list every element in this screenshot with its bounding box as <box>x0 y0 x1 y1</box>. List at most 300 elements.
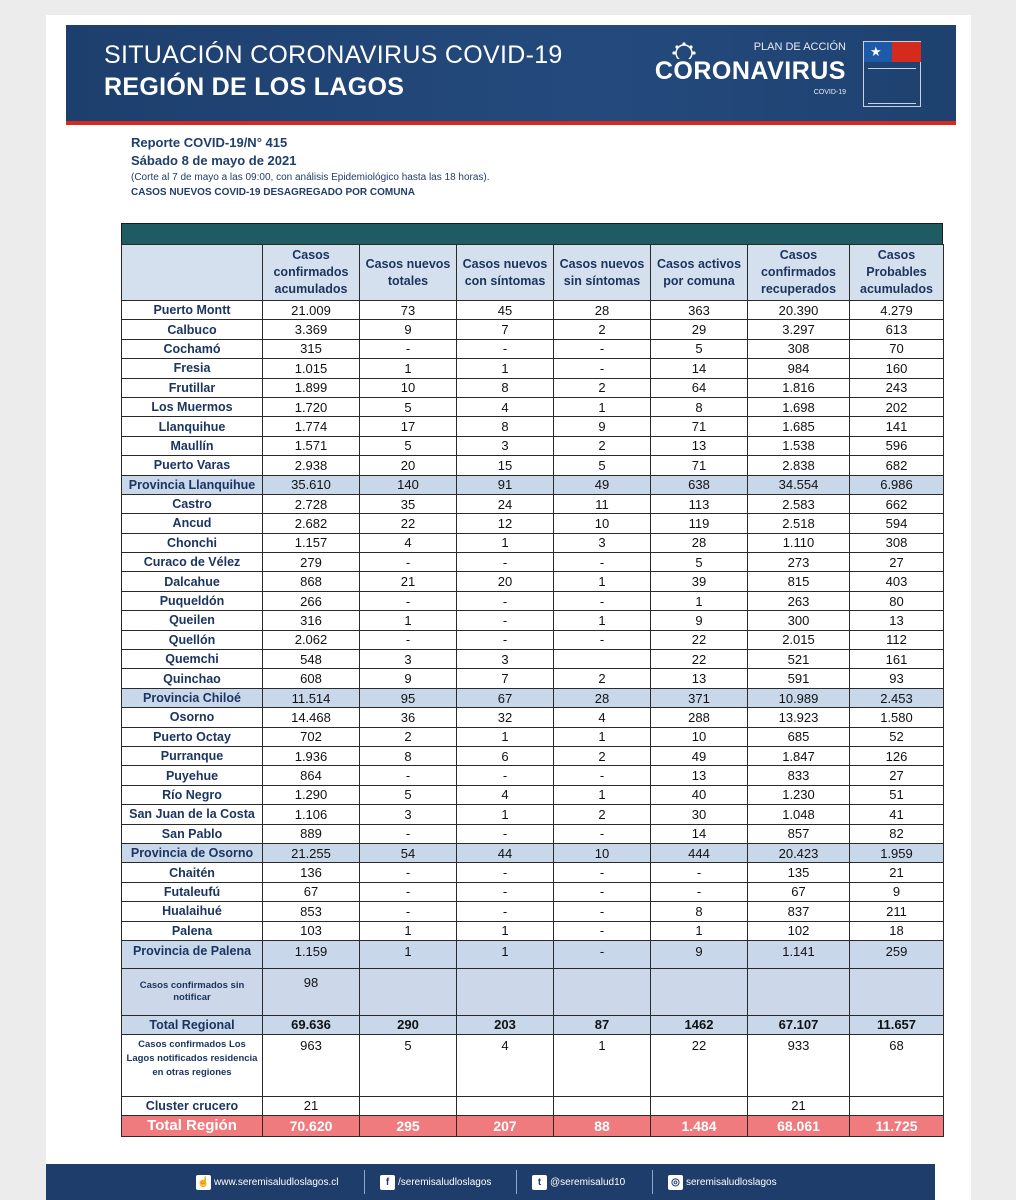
table-cell: 95 <box>360 688 457 707</box>
table-cell: 3 <box>360 650 457 669</box>
table-cell: 638 <box>651 475 748 494</box>
table-cell: 39 <box>651 572 748 591</box>
table-cell: 1 <box>360 921 457 940</box>
facebook-icon: f <box>380 1175 395 1190</box>
pointer-icon: ☝ <box>197 1177 210 1188</box>
row-label: Frutillar <box>122 378 263 397</box>
table-cell: 9 <box>360 669 457 688</box>
table-cell: 1.959 <box>850 843 944 862</box>
table-row <box>122 902 944 921</box>
table-row <box>122 669 944 688</box>
table-cell: 49 <box>554 475 651 494</box>
table-cell: 266 <box>263 591 360 610</box>
table-cell: 28 <box>651 533 748 552</box>
row-label: Cluster crucero <box>122 1096 263 1115</box>
table-cell: 13 <box>651 436 748 455</box>
table-cell <box>651 1096 748 1115</box>
total-regional-row <box>122 1015 944 1034</box>
table-cell: 18 <box>850 921 944 940</box>
table-cell: 20 <box>360 456 457 475</box>
table-cell: - <box>554 882 651 901</box>
table-cell: 596 <box>850 436 944 455</box>
table-cell: 1.720 <box>263 397 360 416</box>
table-cell: 815 <box>748 572 850 591</box>
table-header: Casos confirmados acumulados <box>263 245 360 301</box>
table-cell: 933 <box>748 1034 850 1096</box>
row-label: Curaco de Vélez <box>122 553 263 572</box>
table-cell <box>360 1096 457 1115</box>
table-cell: 22 <box>360 514 457 533</box>
table-cell: 28 <box>554 301 651 320</box>
star-icon: ★ <box>870 44 882 59</box>
table-cell: 1.048 <box>748 805 850 824</box>
table-row <box>122 708 944 727</box>
table-cell: 22 <box>651 650 748 669</box>
table-row <box>122 611 944 630</box>
table-cell: 20.390 <box>748 301 850 320</box>
table-cell: 70 <box>850 339 944 358</box>
table-cell: 9 <box>360 320 457 339</box>
table-cell: 6.986 <box>850 475 944 494</box>
table-cell <box>850 968 944 1015</box>
table-cell: 88 <box>554 1115 651 1136</box>
table-cell: 34.554 <box>748 475 850 494</box>
table-cell: 102 <box>748 921 850 940</box>
row-label: Casos confirmados Los Lagos notificados residencia en otras regiones <box>122 1034 263 1096</box>
row-label: Palena <box>122 921 263 940</box>
table-cell: 21 <box>263 1096 360 1115</box>
table-cell: 889 <box>263 824 360 843</box>
table-cell: 2 <box>360 727 457 746</box>
table-cell: 2.938 <box>263 456 360 475</box>
table-cell: 1 <box>554 785 651 804</box>
table-cell: 87 <box>554 1015 651 1034</box>
report-date: Sábado 8 de mayo de 2021 <box>131 153 297 168</box>
table-cell: 160 <box>850 359 944 378</box>
row-label: Casos confirmados sin notificar <box>122 968 263 1015</box>
table-cell: 119 <box>651 514 748 533</box>
table-cell: 27 <box>850 553 944 572</box>
table-row <box>122 650 944 669</box>
table-cell: 5 <box>554 456 651 475</box>
table-cell: - <box>457 591 554 610</box>
row-label: Queilen <box>122 611 263 630</box>
table-cell: - <box>457 611 554 630</box>
table-cell: - <box>360 766 457 785</box>
table-cell: 10 <box>651 727 748 746</box>
table-cell: 1.816 <box>748 378 850 397</box>
table-cell: 9 <box>850 882 944 901</box>
table-cell: 98 <box>263 968 360 1015</box>
table-cell: 1 <box>554 397 651 416</box>
table-cell: 21 <box>850 863 944 882</box>
table-cell: 682 <box>850 456 944 475</box>
twitter-icon: t <box>532 1175 547 1190</box>
table-cell <box>457 968 554 1015</box>
table-cell: 1 <box>457 940 554 968</box>
table-cell: 300 <box>748 611 850 630</box>
table-cell: 14 <box>651 824 748 843</box>
table-cell: 5 <box>360 1034 457 1096</box>
table-cell: 2 <box>554 320 651 339</box>
table-cell: 1 <box>554 572 651 591</box>
table-cell: 591 <box>748 669 850 688</box>
table-cell: - <box>457 863 554 882</box>
table-cell: - <box>457 553 554 572</box>
table-row <box>122 417 944 436</box>
table-cell <box>360 968 457 1015</box>
table-header: Casos activos por comuna <box>651 245 748 301</box>
table-cell: 20 <box>457 572 554 591</box>
row-label: Total Regional <box>122 1015 263 1034</box>
table-cell: 963 <box>263 1034 360 1096</box>
table-cell: - <box>554 553 651 572</box>
row-label: Puerto Montt <box>122 301 263 320</box>
table-row <box>122 746 944 765</box>
table-row <box>122 766 944 785</box>
table-cell <box>554 1096 651 1115</box>
table-cell: 5 <box>360 436 457 455</box>
row-label: Puyehue <box>122 766 263 785</box>
table-cell: 1 <box>457 805 554 824</box>
row-label: Cochamó <box>122 339 263 358</box>
plan-accion-logo <box>656 39 846 109</box>
table-cell: 2.015 <box>748 630 850 649</box>
table-cell: 13 <box>850 611 944 630</box>
table-row <box>122 863 944 882</box>
table-cell: 4 <box>457 1034 554 1096</box>
row-label: Provincia Llanquihue <box>122 475 263 494</box>
table-cell: 36 <box>360 708 457 727</box>
table-cell: - <box>554 824 651 843</box>
table-cell: 273 <box>748 553 850 572</box>
table-cell: 1.698 <box>748 397 850 416</box>
report-cutoff: (Corte al 7 de mayo a las 09:00, con análisis Epidemiológico hasta las 18 horas). <box>131 172 490 183</box>
province-row <box>122 843 944 862</box>
table-cell: 21.255 <box>263 843 360 862</box>
row-label: Chaitén <box>122 863 263 882</box>
table-row <box>122 882 944 901</box>
table-row <box>122 494 944 513</box>
table-cell: 140 <box>360 475 457 494</box>
table-cell: 67 <box>748 882 850 901</box>
table-cell <box>554 650 651 669</box>
plan-accion-label: PLAN DE ACCIÓN <box>753 41 846 53</box>
cluster-row <box>122 1096 944 1115</box>
table-cell: 32 <box>457 708 554 727</box>
table-cell: 5 <box>651 553 748 572</box>
table-cell: 6 <box>457 746 554 765</box>
table-header: Casos nuevos con síntomas <box>457 245 554 301</box>
table-cell: 1.230 <box>748 785 850 804</box>
row-label: Futaleufú <box>122 882 263 901</box>
report-page <box>46 15 971 1200</box>
province-row <box>122 475 944 494</box>
table-row <box>122 785 944 804</box>
table-cell: 308 <box>850 533 944 552</box>
table-cell: 67 <box>263 882 360 901</box>
table-cell: 613 <box>850 320 944 339</box>
table-cell: 263 <box>748 591 850 610</box>
footer-web[interactable]: ☝ www.seremisaludloslagos.cl <box>197 1177 339 1189</box>
table-cell: 2.728 <box>263 494 360 513</box>
table-cell: 10.989 <box>748 688 850 707</box>
table-row <box>122 572 944 591</box>
table-cell: 70.620 <box>263 1115 360 1136</box>
table-cell: 4 <box>554 708 651 727</box>
table-cell: 13.923 <box>748 708 850 727</box>
table-cell: 308 <box>748 339 850 358</box>
table-cell: 3.369 <box>263 320 360 339</box>
row-label: Total Región <box>122 1115 263 1136</box>
table-cell: 316 <box>263 611 360 630</box>
table-cell: 1.015 <box>263 359 360 378</box>
table-cell: 141 <box>850 417 944 436</box>
table-cell: 2.518 <box>748 514 850 533</box>
table-cell: - <box>360 591 457 610</box>
table-cell: 315 <box>263 339 360 358</box>
report-number: Reporte COVID-19/N° 415 <box>131 135 288 150</box>
table-cell: 21 <box>360 572 457 591</box>
table-row <box>122 378 944 397</box>
table-cell: 41 <box>850 805 944 824</box>
table-cell: 1 <box>457 921 554 940</box>
table-cell: 71 <box>651 417 748 436</box>
row-label: Provincia de Palena <box>122 940 263 968</box>
footer-facebook[interactable]: f /seremisaludloslagos <box>380 1175 491 1190</box>
footer-instagram[interactable]: ◎ seremisaludloslagos <box>668 1175 777 1190</box>
table-cell: 14.468 <box>263 708 360 727</box>
table-cell: 12 <box>457 514 554 533</box>
table-row <box>122 301 944 320</box>
table-cell: 3 <box>360 805 457 824</box>
table-cell: 211 <box>850 902 944 921</box>
table-cell: 1.110 <box>748 533 850 552</box>
row-label: Osorno <box>122 708 263 727</box>
table-cell: 17 <box>360 417 457 436</box>
total-region-row <box>122 1115 944 1136</box>
table-header: Casos nuevos sin síntomas <box>554 245 651 301</box>
table-cell: 3 <box>554 533 651 552</box>
table-row <box>122 320 944 339</box>
table-cell: 2.453 <box>850 688 944 707</box>
table-cell: - <box>360 630 457 649</box>
table-cell: - <box>651 863 748 882</box>
table-cell: 13 <box>651 766 748 785</box>
table-cell: 1.484 <box>651 1115 748 1136</box>
row-label: Quinchao <box>122 669 263 688</box>
table-cell: 371 <box>651 688 748 707</box>
table-cell: - <box>554 339 651 358</box>
table-cell: - <box>554 921 651 940</box>
table-cell: 7 <box>457 320 554 339</box>
table-cell <box>457 1096 554 1115</box>
table-cell: 67.107 <box>748 1015 850 1034</box>
sin-notificar-row <box>122 968 944 1015</box>
table-row <box>122 824 944 843</box>
table-cell: 126 <box>850 746 944 765</box>
table-cell: 24 <box>457 494 554 513</box>
row-label: Provincia de Osorno <box>122 843 263 862</box>
footer-twitter[interactable]: t @seremisalud10 <box>532 1175 625 1190</box>
table-cell: 837 <box>748 902 850 921</box>
table-row <box>122 514 944 533</box>
table-cell: 9 <box>554 417 651 436</box>
table-cell: 1.899 <box>263 378 360 397</box>
report-info <box>131 135 490 198</box>
table-row <box>122 533 944 552</box>
table-header-blank <box>122 245 263 301</box>
covid-wordmark: COVID-19 <box>813 89 846 96</box>
table-cell: 288 <box>651 708 748 727</box>
table-cell: 103 <box>263 921 360 940</box>
table-cell: 68.061 <box>748 1115 850 1136</box>
table-cell: 45 <box>457 301 554 320</box>
table-cell: 49 <box>651 746 748 765</box>
table-cell: 11.657 <box>850 1015 944 1034</box>
banner-title: SITUACIÓN CORONAVIRUS COVID-19 <box>104 41 563 69</box>
table-cell: 1.141 <box>748 940 850 968</box>
row-label: Calbuco <box>122 320 263 339</box>
table-cell: 1.685 <box>748 417 850 436</box>
row-label: Purranque <box>122 746 263 765</box>
table-cell: 2 <box>554 669 651 688</box>
table-cell <box>748 968 850 1015</box>
table-row <box>122 436 944 455</box>
table-cell: 853 <box>263 902 360 921</box>
table-cell: 10 <box>554 514 651 533</box>
table-cell: 13 <box>651 669 748 688</box>
table-cell: 4.279 <box>850 301 944 320</box>
table-cell: 1 <box>554 727 651 746</box>
table-cell: 290 <box>360 1015 457 1034</box>
table-cell: 73 <box>360 301 457 320</box>
table-cell: 594 <box>850 514 944 533</box>
table-cell: 15 <box>457 456 554 475</box>
table-cell: 5 <box>651 339 748 358</box>
table-cell: 8 <box>457 378 554 397</box>
virus-logo-icon <box>664 39 704 59</box>
table-cell: 30 <box>651 805 748 824</box>
table-cell: 1 <box>554 611 651 630</box>
table-cell: 2.583 <box>748 494 850 513</box>
table-cell <box>554 968 651 1015</box>
table-cell: 21 <box>748 1096 850 1115</box>
banner-stripe <box>66 121 956 125</box>
table-cell: 3 <box>457 650 554 669</box>
table-cell: 4 <box>360 533 457 552</box>
header-banner <box>66 25 956 121</box>
row-label: Puerto Octay <box>122 727 263 746</box>
table-cell: 28 <box>554 688 651 707</box>
table-cell: 259 <box>850 940 944 968</box>
row-label: Dalcahue <box>122 572 263 591</box>
table-cell: 27 <box>850 766 944 785</box>
province-row <box>122 688 944 707</box>
footer-bar <box>46 1164 935 1200</box>
table-cell: 2.682 <box>263 514 360 533</box>
table-cell: 363 <box>651 301 748 320</box>
table-cell: 1 <box>360 611 457 630</box>
table-cell: 1.157 <box>263 533 360 552</box>
table-cell: 3.297 <box>748 320 850 339</box>
table-cell: 4 <box>457 785 554 804</box>
table-row <box>122 727 944 746</box>
row-label: Puerto Varas <box>122 456 263 475</box>
row-label: Los Muermos <box>122 397 263 416</box>
otras-regiones-row <box>122 1034 944 1096</box>
table-cell: 702 <box>263 727 360 746</box>
table-cell: 10 <box>554 843 651 862</box>
table-cell: 22 <box>651 630 748 649</box>
row-label: Provincia Chiloé <box>122 688 263 707</box>
table-cell: 11.514 <box>263 688 360 707</box>
table-cell: 4 <box>457 397 554 416</box>
table-cell: - <box>360 339 457 358</box>
row-label: Ancud <box>122 514 263 533</box>
table-row <box>122 921 944 940</box>
table-cell: 279 <box>263 553 360 572</box>
table-cell: 1 <box>651 591 748 610</box>
table-cell: 1 <box>554 1034 651 1096</box>
table-cell: 7 <box>457 669 554 688</box>
table-cell: - <box>360 824 457 843</box>
table-row <box>122 456 944 475</box>
row-label: San Pablo <box>122 824 263 843</box>
table-cell: - <box>554 766 651 785</box>
report-subtitle: CASOS NUEVOS COVID-19 DESAGREGADO POR COMUNA <box>131 187 415 198</box>
table-cell: 8 <box>651 902 748 921</box>
table-cell: 2.062 <box>263 630 360 649</box>
table-cell: - <box>457 630 554 649</box>
row-label: Maullín <box>122 436 263 455</box>
table-cell: 203 <box>457 1015 554 1034</box>
table-cell: 295 <box>360 1115 457 1136</box>
table-cell: 662 <box>850 494 944 513</box>
row-label: Hualaihué <box>122 902 263 921</box>
table-cell: 1.774 <box>263 417 360 436</box>
table-cell: - <box>651 882 748 901</box>
table-cell: 685 <box>748 727 850 746</box>
table-cell: 2.838 <box>748 456 850 475</box>
row-label: Quemchi <box>122 650 263 669</box>
table-cell: - <box>360 553 457 572</box>
table-cell: 64 <box>651 378 748 397</box>
table-cell: 548 <box>263 650 360 669</box>
table-cell: 521 <box>748 650 850 669</box>
table-cell: - <box>457 824 554 843</box>
table-cell: 444 <box>651 843 748 862</box>
table-row <box>122 359 944 378</box>
table-cell: 2 <box>554 378 651 397</box>
table-cell: 68 <box>850 1034 944 1096</box>
table-row <box>122 630 944 649</box>
cases-table <box>121 223 943 1137</box>
table-cell: 864 <box>263 766 360 785</box>
table-cell: - <box>554 630 651 649</box>
table-cell: 8 <box>360 746 457 765</box>
table-cell: 20.423 <box>748 843 850 862</box>
table-cell: 8 <box>651 397 748 416</box>
row-label: Chonchi <box>122 533 263 552</box>
table-cell: 29 <box>651 320 748 339</box>
table-cell: 207 <box>457 1115 554 1136</box>
table-cell: 1 <box>651 921 748 940</box>
table-cell: 202 <box>850 397 944 416</box>
table-cell: 1.847 <box>748 746 850 765</box>
row-label: Río Negro <box>122 785 263 804</box>
instagram-icon: ◎ <box>668 1175 683 1190</box>
